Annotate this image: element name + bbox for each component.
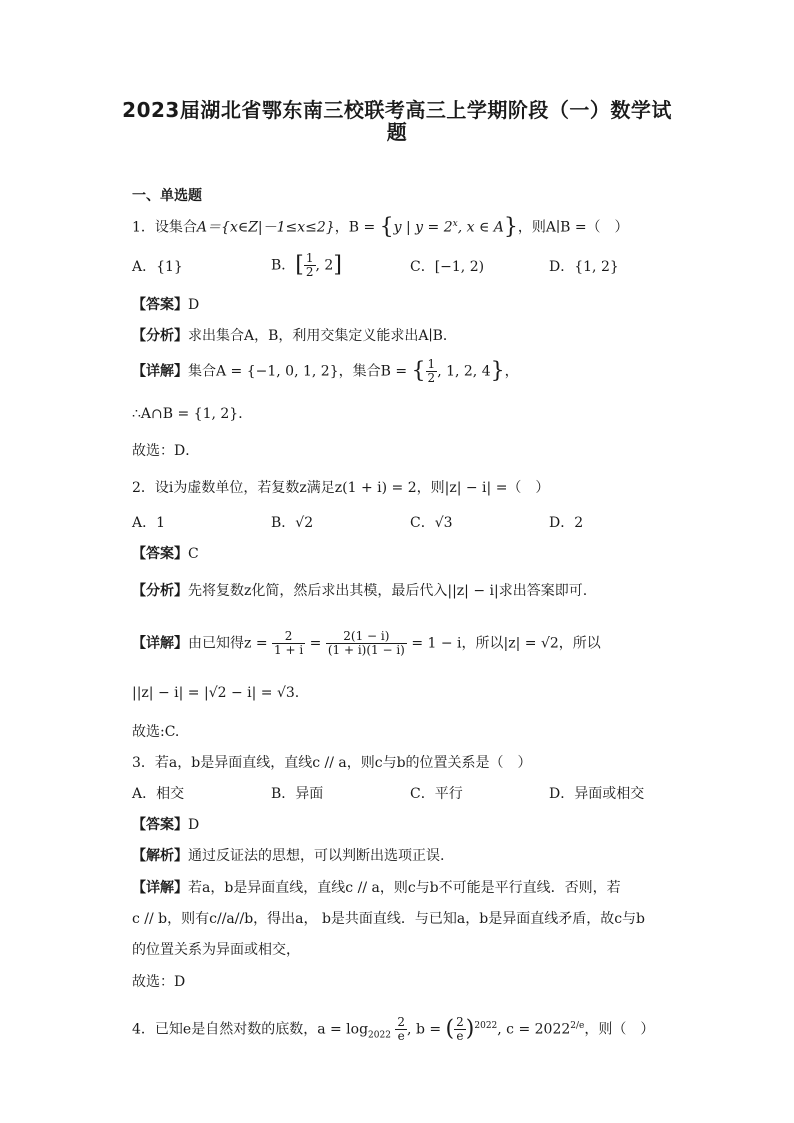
question-2-stem: 2．设i为虚数单位，若复数z满足z(1 + i) = 2，则|z| − i| =（ ） <box>132 480 550 496</box>
q1-conclusion: ∴A∩B = {1, 2}． <box>132 406 253 422</box>
q3-analysis: 【解析】通过反证法的思想，可以判断出选项正误. <box>132 848 445 864</box>
q2-choice: 故选:C. <box>132 724 180 740</box>
section-heading: 一、单选题 <box>132 188 202 204</box>
q3-option-a: A．相交 <box>132 786 185 802</box>
document-title-line1: 2023届湖北省鄂东南三校联考高三上学期阶段（一）数学试 <box>122 98 672 122</box>
q2-detail-result: ||z| − i| = |√2 − i| = √3. <box>132 685 300 701</box>
q3-detail-line3: 的位置关系为异面或相交， <box>132 942 300 958</box>
question-4-stem: 4．已知e是自然对数的底数，$a = \log_{2022}$ $\frac{2}{e}$ , b = ( $\frac{2}{e}$ )$^{2022}$, $c = 2022^{2/e}$，则（ ） <box>132 1015 655 1044</box>
q1-detail: 【详解】集合A = {−1, 0, 1, 2}，集合B = { $\frac{1}{2}$ , 1, 2, 4}， <box>132 357 519 385</box>
q2-answer: 【答案】C <box>132 546 199 562</box>
q3-detail-line1: 【详解】若a，b是异面直线，直线c // a，则c与b不可能是平行直线．否则，若 <box>132 880 621 896</box>
q2-option-d: D．2 <box>549 515 584 531</box>
q1-choice: 故选：D． <box>132 443 200 459</box>
q2-option-a: A．1 <box>132 515 166 531</box>
q1-answer: 【答案】D <box>132 297 200 313</box>
q1-analysis: 【分析】求出集合A，B，利用交集定义能求出A∣B． <box>132 328 457 344</box>
document-title-line2: 题 <box>386 120 408 144</box>
q1-option-d: D．{1, 2} <box>549 259 619 275</box>
q1-option-b: B．[ $\frac{1}{2}$ , 2] <box>271 251 342 279</box>
q2-detail: 【详解】由已知得z = $\frac{2}{1 + i}$ = $\frac{2(1 - i)}{(1 + i)(1 - i)}$ = 1 − i，所以|z| = √2，所以 <box>132 629 601 657</box>
question-1-stem: 1．设集合A＝{x∈Z|－1≤x≤2}，B = {y | $y = 2^x$, x ∈ A}，则A∣B =（ ） <box>132 214 629 240</box>
q1-option-a: A．{1} <box>132 259 183 275</box>
q2-analysis: 【分析】先将复数z化简，然后求出其模，最后代入||z| − i|求出答案即可. <box>132 583 588 599</box>
q3-option-c: C．平行 <box>410 786 463 802</box>
q3-answer: 【答案】D <box>132 817 200 833</box>
q3-detail-line2: c // b，则有c//a//b，得出a， b是共面直线．与已知a，b是异面直线矛盾，故c与b <box>132 911 646 927</box>
q2-option-b: B．√2 <box>271 515 314 531</box>
q3-option-b: B．异面 <box>271 786 324 802</box>
q3-choice: 故选：D <box>132 974 186 990</box>
q1-option-c: C．[−1, 2) <box>410 259 485 275</box>
question-3-stem: 3．若a，b是异面直线，直线c // a，则c与b的位置关系是（ ） <box>132 755 532 771</box>
q3-option-d: D．异面或相交 <box>549 786 645 802</box>
q2-option-c: C．√3 <box>410 515 453 531</box>
